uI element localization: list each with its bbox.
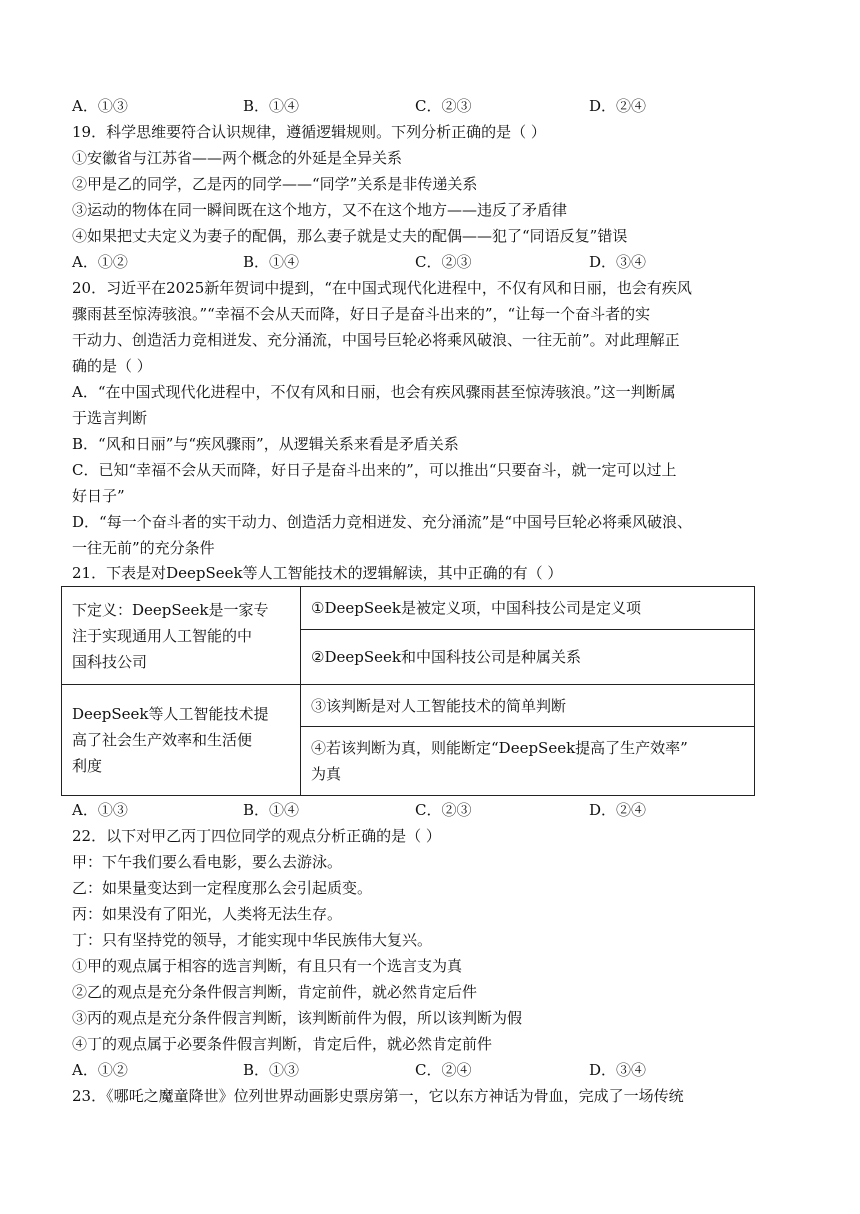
q20-stem-line-3: 干动力、创造活力竞相迸发、充分涌流，中国号巨轮必将乘风破浪、一往无前”。对此理解正 (72, 331, 680, 349)
q20-stem-line-2: 骤雨甚至惊涛骇浪。”“幸福不会从天而降，好日子是奋斗出来的”，“让每一个奋斗者的实 (72, 305, 651, 323)
option-b[interactable]: B．①④ (243, 97, 300, 115)
q18-options (72, 96, 792, 116)
q21-options (72, 800, 792, 820)
option-d[interactable]: D．②④ (589, 97, 647, 115)
table-cell-definition (62, 587, 301, 685)
q22-view-yi: 乙：如果量变达到一定程度那么会引起质变。 (72, 879, 373, 897)
cell-text: ④若该判断为真，则能断定“DeepSeek提高了生产效率” (311, 738, 688, 757)
cell-text: 高了社会生产效率和生活便 (72, 731, 253, 750)
q20-option-a-line-2[interactable]: 于选言判断 (72, 409, 148, 427)
q19-options (72, 252, 792, 272)
q21-table (61, 586, 755, 796)
option-a[interactable]: A．①② (72, 253, 128, 271)
option-a[interactable]: A．①③ (72, 97, 128, 115)
option-c[interactable]: C．②③ (415, 801, 472, 819)
option-d[interactable]: D．③④ (589, 253, 647, 271)
q23-stem: 23．《哪吒之魔童降世》位列世界动画影史票房第一，它以东方神话为骨血，完成了一场传统 (72, 1087, 684, 1105)
cell-text: 国科技公司 (72, 652, 148, 671)
q22-item-3: ③丙的观点是充分条件假言判断，该判断前件为假，所以该判断为假 (72, 1009, 523, 1027)
q20-stem-line-1: 20．习近平在2025新年贺词中提到，“在中国式现代化进程中，不仅有风和日丽，也会有疾风 (72, 279, 692, 297)
q22-item-2: ②乙的观点是充分条件假言判断，肯定前件，就必然肯定后件 (72, 983, 478, 1001)
option-d[interactable]: D．②④ (589, 801, 647, 819)
q20-option-d-line-1[interactable]: D．“每一个奋斗者的实干动力、创造活力竞相迸发、充分涌流”是“中国号巨轮必将乘风破浪、 (72, 513, 693, 531)
cell-text: DeepSeek等人工智能技术提 (72, 705, 269, 724)
q22-item-4: ④丁的观点属于必要条件假言判断，肯定后件，就必然肯定前件 (72, 1035, 493, 1053)
option-b[interactable]: B．①③ (243, 1061, 300, 1079)
cell-text: 利度 (72, 757, 103, 776)
option-c[interactable]: C．②④ (415, 1061, 472, 1079)
q20-option-a-line-1[interactable]: A．“在中国式现代化进程中，不仅有风和日丽，也会有疾风骤雨甚至惊涛骇浪。”这一判断属 (72, 383, 676, 401)
option-c[interactable]: C．②③ (415, 97, 472, 115)
q19-stem: 19．科学思维要符合认识规律，遵循逻辑规则。下列分析正确的是（ ） (72, 123, 546, 141)
q22-stem: 22．以下对甲乙丙丁四位同学的观点分析正确的是（ ） (72, 827, 441, 845)
q20-stem-line-4: 确的是（ ） (72, 357, 152, 375)
option-a[interactable]: A．①③ (72, 801, 128, 819)
option-b[interactable]: B．①④ (243, 801, 300, 819)
cell-text: 注于实现通用人工智能的中 (72, 626, 253, 645)
q19-item-1: ①安徽省与江苏省——两个概念的外延是全异关系 (72, 149, 403, 167)
q20-option-d-line-2[interactable]: 一往无前”的充分条件 (72, 539, 215, 557)
table-cell-item-1: ①DeepSeek是被定义项，中国科技公司是定义项 (301, 587, 755, 630)
q19-item-3: ③运动的物体在同一瞬间既在这个地方，又不在这个地方——违反了矛盾律 (72, 201, 568, 219)
q21-stem: 21．下表是对DeepSeek等人工智能技术的逻辑解读，其中正确的有（ ） (72, 564, 563, 582)
option-b[interactable]: B．①④ (243, 253, 300, 271)
table-row (62, 587, 755, 630)
option-a[interactable]: A．①② (72, 1061, 128, 1079)
q22-view-ding: 丁：只有坚持党的领导，才能实现中华民族伟大复兴。 (72, 931, 433, 949)
option-d[interactable]: D．③④ (589, 1061, 647, 1079)
q19-item-2: ②甲是乙的同学，乙是丙的同学——“同学”关系是非传递关系 (72, 175, 478, 193)
q22-view-bing: 丙：如果没有了阳光，人类将无法生存。 (72, 905, 343, 923)
cell-text: 为真 (311, 764, 342, 783)
q20-option-b[interactable]: B．“风和日丽”与“疾风骤雨”，从逻辑关系来看是矛盾关系 (72, 435, 459, 453)
table-cell-item-2: ②DeepSeek和中国科技公司是种属关系 (301, 630, 755, 685)
table-cell-item-4 (301, 726, 755, 795)
q22-view-jia: 甲：下午我们要么看电影，要么去游泳。 (72, 853, 343, 871)
q20-option-c-line-2[interactable]: 好日子” (72, 487, 125, 505)
q19-item-4: ④如果把丈夫定义为妻子的配偶，那么妻子就是丈夫的配偶——犯了“同语反复”错误 (72, 227, 628, 245)
table-cell-item-3: ③该判断是对人工智能技术的简单判断 (301, 685, 755, 726)
option-c[interactable]: C．②③ (415, 253, 472, 271)
q20-option-c-line-1[interactable]: C．已知“幸福不会从天而降，好日子是奋斗出来的”，可以推出“只要奋斗，就一定可以过上 (72, 461, 677, 479)
cell-text: 下定义：DeepSeek是一家专 (72, 600, 269, 619)
q22-item-1: ①甲的观点属于相容的选言判断，有且只有一个选言支为真 (72, 957, 463, 975)
q22-options (72, 1060, 792, 1080)
table-cell-judgment (62, 685, 301, 796)
table-row (62, 685, 755, 726)
